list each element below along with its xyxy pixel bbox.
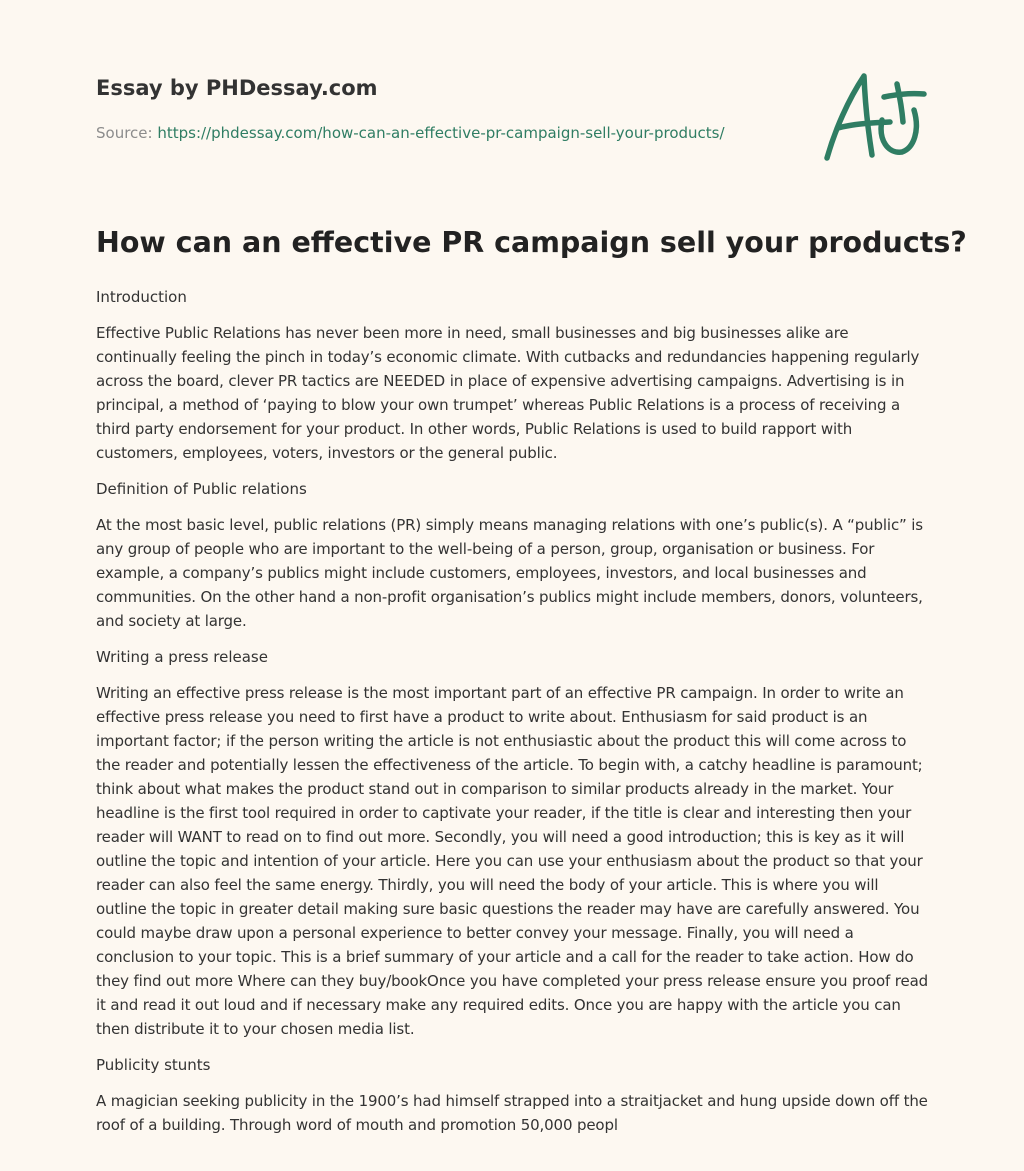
paragraph: At the most basic level, public relations (PR) simply means managing relations with one’s public(s). A “public” is any group of people who are important to the well-being of a person, group, organisation or business. For example, a company’s publics might include customers, employees, investors, and local businesses and communities. On the other hand a non-profit organisation’s publics might include members, donors, volunteers, and society at large. [96, 516, 923, 630]
section-heading: Introduction [96, 288, 187, 306]
section-heading: Publicity stunts [96, 1056, 211, 1074]
article-title: How can an effective PR campaign sell your products? [96, 226, 967, 259]
a-plus-logo-icon [818, 66, 928, 166]
section-introduction [96, 285, 928, 465]
paragraph: Effective Public Relations has never been more in need, small businesses and big businesses alike are continually feeling the pinch in today’s economic climate. With cutbacks and redundancies happening regularly across the board, clever PR tactics are NEEDED in place of expensive advertising campaigns. Advertising is in principal, a method of ‘paying to blow your own trumpet’ whereas Public Relations is a process of receiving a third party endorsement for your product. In other words, Public Relations is used to build rapport with customers, employees, voters, investors or the general public. [96, 324, 920, 462]
section-publicity-stunts [96, 1053, 928, 1137]
paragraph: A magician seeking publicity in the 1900’s had himself strapped into a straitjacket and hung upside down off the roof of a building. Through word of mouth and promotion 50,000 peopl [96, 1092, 928, 1134]
section-press-release [96, 645, 928, 1041]
section-definition [96, 477, 928, 633]
article-body [96, 285, 928, 1149]
paragraph: Writing an effective press release is the most important part of an effective PR campaign. In order to write an effective press release you need to first have a product to write about. Enthusiasm for said product is an important factor; if the person writing the article is not enthusiastic about the product this will come across to the reader and potentially lessen the effectiveness of the article. To begin with, a catchy headline is paramount; think about what makes the product stand out in comparison to similar products already in the market. Your headline is the first tool required in order to captivate your reader, if the title is clear and interesting then your reader will WANT to read on to find out more. Secondly, you will need a good introduction; this is key as it will outline the topic and intention of your article. Here you can use your enthusiasm about the product so that your reader can also feel the same energy. Thirdly, you will need the body of your article. This is where you will outline the topic in greater detail making sure basic questions the reader may have are carefully answered. You could maybe draw upon a personal experience to better convey your message. Finally, you will need a conclusion to your topic. This is a brief summary of your article and a call for the reader to take action. How do they find out more Where can they buy/bookOnce you have completed your press release ensure you proof read it and read it out loud and if necessary make any required edits. Once you are happy with the article you can then distribute it to your chosen media list. [96, 684, 928, 1038]
source-link[interactable]: https://phdessay.com/how-can-an-effective-pr-campaign-sell-your-products/ [157, 124, 725, 142]
source-line [96, 124, 725, 142]
source-label: Source: [96, 124, 158, 142]
section-heading: Writing a press release [96, 648, 268, 666]
section-heading: Definition of Public relations [96, 480, 307, 498]
site-name: Essay by PHDessay.com [96, 76, 378, 100]
